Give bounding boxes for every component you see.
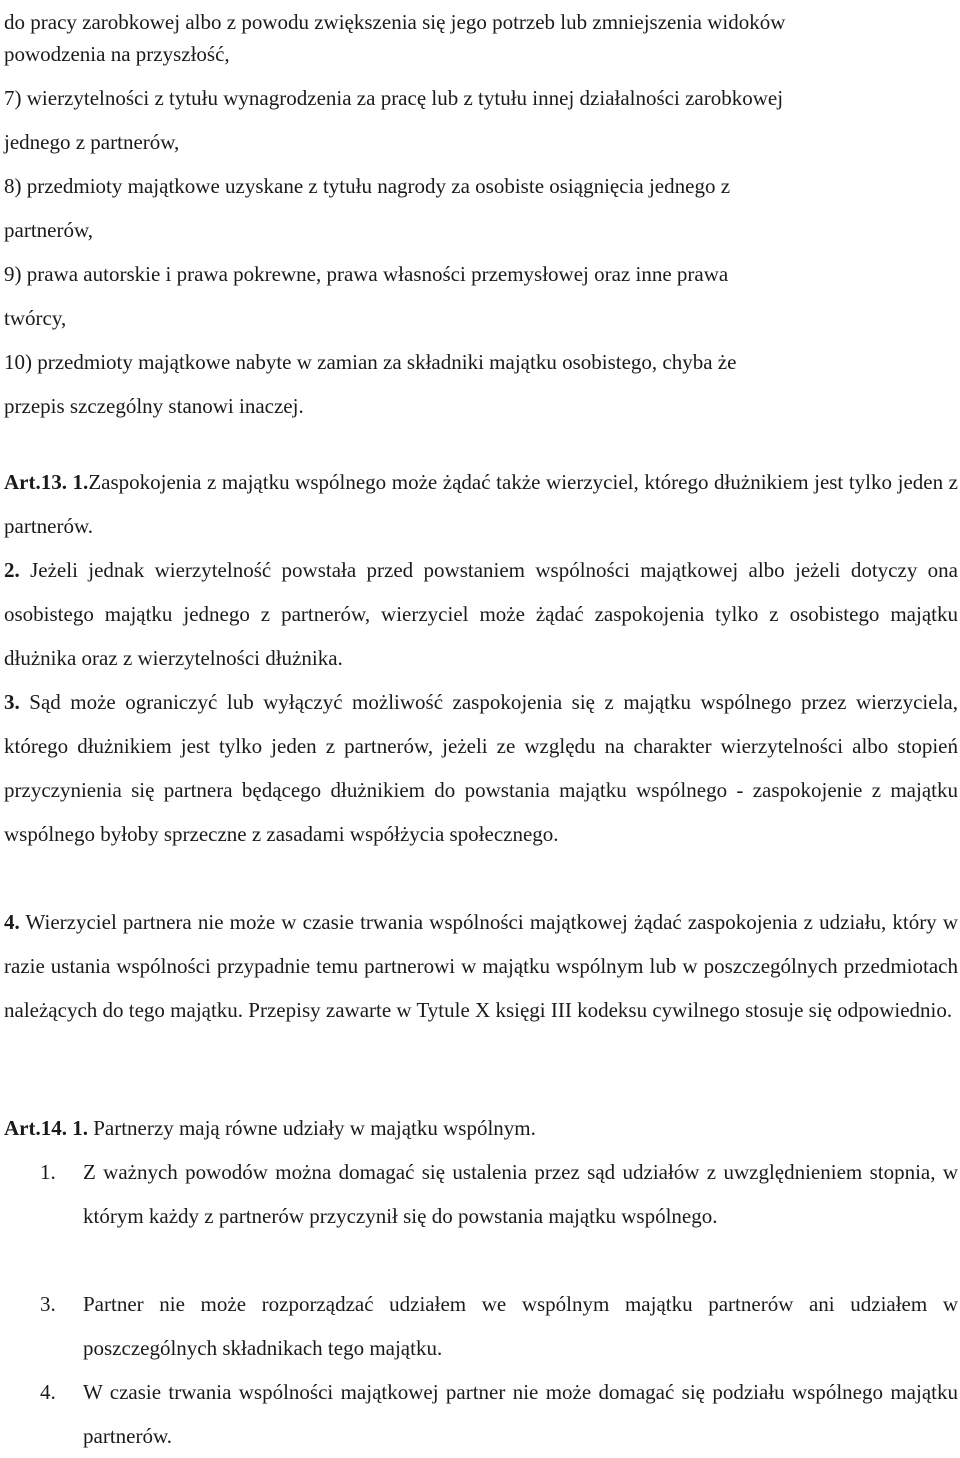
article-14-paragraph-1: [4, 1106, 958, 1150]
list-item-number: 4.: [40, 1380, 56, 1404]
paragraph-number: 3.: [4, 690, 20, 714]
text-line: twórcy,: [4, 306, 67, 330]
text-line: 9) prawa autorskie i prawa pokrewne, prawa własności przemysłowej oraz inne prawa: [4, 262, 729, 286]
article-13-p2-text: Jeżeli jednak wierzytelność powstała przed powstaniem wspólności majątkowej albo jeżeli dotyczy ona osobistego majątku jednego z partnerów, wierzyciel może żądać zaspokojenia tylko z osobistego majątku dłużnika oraz z wierzytelności dłużnika.: [4, 558, 958, 670]
article-14-p1-text: Partnerzy mają równe udziały w majątku wspólnym.: [87, 1116, 536, 1140]
article-13-p3-text: Sąd może ograniczyć lub wyłączyć możliwość zaspokojenia się z majątku wspólnego przez wierzyciela, którego dłużnikiem jest tylko jeden z partnerów, jeżeli ze względu na charakter wierzytelności albo stopień przyczynienia się partnera będącego dłużnikiem do powstania majątku wspólnego - zaspokojenie z majątku wspólnego byłoby sprzeczne z zasadami współżycia społecznego.: [4, 690, 958, 846]
text-line: jednego z partnerów,: [4, 130, 180, 154]
paragraph-number: 4.: [4, 910, 20, 934]
list-item-number: 1.: [40, 1160, 56, 1184]
list-item: [4, 1150, 958, 1238]
article-14-label: Art.14. 1.: [4, 1116, 88, 1140]
text-line: powodzenia na przyszłość,: [4, 42, 230, 66]
list-item-number: 3.: [40, 1292, 56, 1316]
text-line: partnerów,: [4, 218, 94, 242]
text-line: przepis szczególny stanowi inaczej.: [4, 394, 304, 418]
list-item-text: Partner nie może rozporządzać udziałem we wspólnym majątku partnerów ani udziałem w poszczególnych składnikach tego majątku.: [83, 1292, 958, 1360]
article-13-paragraph-2: [4, 548, 958, 680]
text-line: 10) przedmioty majątkowe nabyte w zamian za składniki majątku osobistego, chyba że: [4, 350, 737, 374]
article-13-label: Art.13. 1.: [4, 470, 89, 494]
paragraph-number: 2.: [4, 558, 20, 582]
list-item: [4, 1282, 958, 1370]
article-13-paragraph-4: [4, 900, 958, 1032]
text-line: 7) wierzytelności z tytułu wynagrodzenia za pracę lub z tytułu innej działalności zarobkowej: [4, 86, 784, 110]
article-13-p1-text: Zaspokojenia z majątku wspólnego może żądać także wierzyciel, którego dłużnikiem jest tylko jeden z partnerów.: [4, 470, 958, 538]
list-item-text: Z ważnych powodów można domagać się ustalenia przez sąd udziałów z uwzględnieniem stopnia, w którym każdy z partnerów przyczynił się do powstania majątku wspólnego.: [83, 1160, 958, 1228]
article-13-p4-text: Wierzyciel partnera nie może w czasie trwania wspólności majątkowej żądać zaspokojenia z udziału, który w razie ustania wspólności przypadnie temu partnerowi w majątku wspólnym lub w poszczególnych przedmiotach należących do tego majątku. Przepisy zawarte w Tytule X księgi III kodeksu cywilnego stosuje się odpowiednio.: [4, 910, 958, 1022]
article-13-paragraph-1: [4, 460, 958, 548]
list-item: [4, 1370, 958, 1458]
article-13-paragraph-3: [4, 680, 958, 856]
list-item-text: W czasie trwania wspólności majątkowej partner nie może domagać się podziału wspólnego majątku partnerów.: [83, 1380, 958, 1448]
text-line: 8) przedmioty majątkowe uzyskane z tytułu nagrody za osobiste osiągnięcia jednego z: [4, 174, 731, 198]
text-line: do pracy zarobkowej albo z powodu zwiększenia się jego potrzeb lub zmniejszenia widoków: [4, 10, 786, 34]
